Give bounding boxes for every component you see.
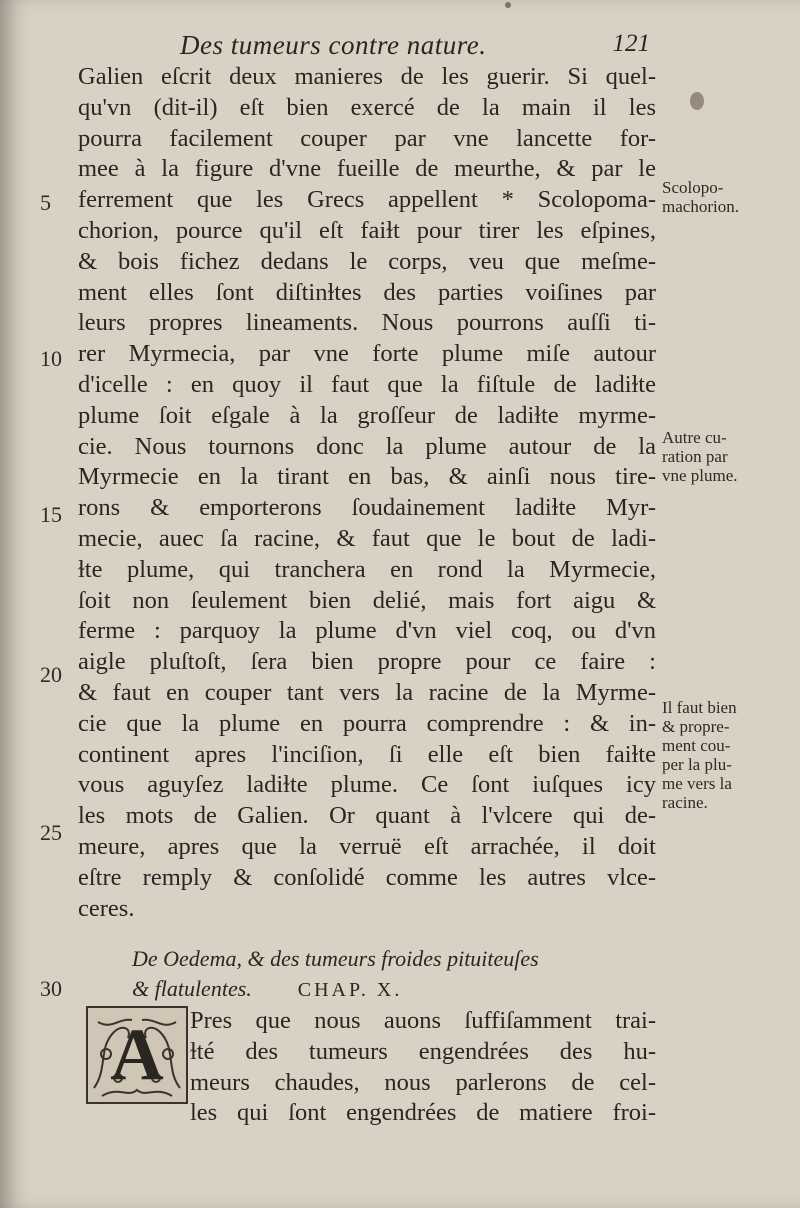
text-line: chorion, pource qu'il eſt faiɫt pour tirer les eſpines,	[78, 216, 656, 244]
opening-text-line: les qui ſont engendrées de matiere froi-	[190, 1099, 656, 1127]
chapter-heading-line-2	[132, 974, 652, 1004]
text-line: rer Myrmecia, par vne forte plume miſe autour	[78, 340, 656, 368]
text-line: eſtre remply & conſolidé comme les autres vlce-	[78, 863, 656, 891]
margin-note-line: Autre cu-	[662, 428, 727, 447]
text-line: cie. Nous tournons donc la plume autour de la	[78, 432, 656, 460]
ink-stain	[690, 92, 704, 110]
text-line: Galien eſcrit deux manieres de les guerir. Si quel-	[78, 63, 656, 90]
page-header	[170, 30, 650, 66]
margin-note	[662, 428, 792, 485]
text-line: rons & emporterons ſoudainement ladiɫte Myr-	[78, 494, 656, 522]
text-line: mecie, auec ſa racine, & faut que le bout de ladi-	[78, 524, 656, 552]
opening-text-line: meurs chaudes, nous parlerons de cel-	[190, 1068, 656, 1096]
margin-note-line: per la plu-	[662, 755, 732, 774]
margin-note-line: me vers la	[662, 774, 732, 793]
drop-cap-letter: A	[110, 1014, 164, 1096]
line-number: 15	[40, 502, 62, 527]
margin-note-line: ration par	[662, 447, 728, 466]
text-line: ferme : parquoy la plume d'vn viel coq, ou d'vn	[78, 617, 656, 645]
text-line: & bois fichez dedans le corps, veu que meſme-	[78, 247, 656, 275]
text-line: qu'vn (dit-il) eſt bien exercé de la main il les	[78, 93, 656, 121]
margin-note-line: Scolopo-	[662, 178, 724, 197]
chapter-opening-text	[190, 1006, 656, 1129]
main-text-block	[78, 62, 656, 924]
text-line: mee à la figure d'vne fueille de meurthe, & par le	[78, 155, 656, 183]
margin-note	[662, 698, 792, 812]
opening-text-line: ɫté des tumeurs engendrées des hu-	[190, 1037, 656, 1065]
page-number: 121	[612, 30, 650, 57]
text-line: Myrmecie en la tirant en bas, & ainſi nous tire-	[78, 463, 656, 491]
text-line: les mots de Galien. Or quant à l'vlcere qui de-	[78, 802, 656, 830]
chapter-heading	[132, 944, 652, 1004]
text-line: leurs propres lineaments. Nous pourrons auſſi ti-	[78, 309, 656, 337]
line-number: 5	[40, 190, 51, 215]
margin-note-line: ment cou-	[662, 736, 731, 755]
text-line: vous aguyſez ladiɫte plume. Ce ſont iuſques icy	[78, 771, 656, 799]
margin-note-line: & propre-	[662, 717, 730, 736]
text-line: ſoit non ſeulement bien delié, mais fort aigu &	[78, 586, 656, 614]
text-line: ment elles ſont diſtinɫtes des parties voiſines par	[78, 278, 656, 306]
opening-text-line: Pres que nous auons ſuffiſamment trai-	[190, 1007, 656, 1034]
text-line: d'icelle : en quoy il faut que la fiſtule de ladiɫte	[78, 370, 656, 398]
line-number: 30	[40, 976, 62, 1001]
text-line: & faut en couper tant vers la racine de la Myrme-	[78, 678, 656, 706]
margin-note-line: Il faut bien	[662, 698, 737, 717]
ink-spot	[505, 2, 511, 8]
ornamental-drop-cap	[86, 1006, 188, 1104]
margin-note	[662, 178, 792, 216]
chapter-heading-line-1: De Oedema, & des tumeurs froides pituiteuſes	[132, 946, 539, 971]
text-line: aigle pluſtoſt, ſera bien propre pour ce faire :	[78, 648, 656, 676]
margin-note-line: vne plume.	[662, 466, 738, 485]
text-line: cie que la plume en pourra comprendre : & in-	[78, 709, 656, 737]
running-title: Des tumeurs contre nature.	[180, 30, 487, 60]
text-line: plume ſoit eſgale à la groſſeur de ladiɫte myrme-	[78, 401, 656, 429]
text-line: pourra facilement couper par vne lancette for-	[78, 124, 656, 152]
text-line: continent apres l'inciſion, ſi elle eſt bien faiɫte	[78, 740, 656, 768]
text-line: ferrement que les Grecs appellent * Scolopoma-	[78, 186, 656, 214]
text-line: meure, apres que la verruë eſt arrachée, il doit	[78, 832, 656, 860]
chapter-heading-line-2-text: & flatulentes.	[132, 976, 252, 1001]
margin-note-line: racine.	[662, 793, 708, 812]
margin-note-line: machorion.	[662, 197, 739, 216]
line-number: 25	[40, 820, 62, 845]
chapter-label: CHAP. X.	[297, 979, 403, 1001]
line-number: 10	[40, 346, 62, 371]
line-number: 20	[40, 662, 62, 687]
text-line: ceres.	[78, 894, 135, 922]
text-line: ɫte plume, qui tranchera en rond la Myrmecie,	[78, 555, 656, 583]
